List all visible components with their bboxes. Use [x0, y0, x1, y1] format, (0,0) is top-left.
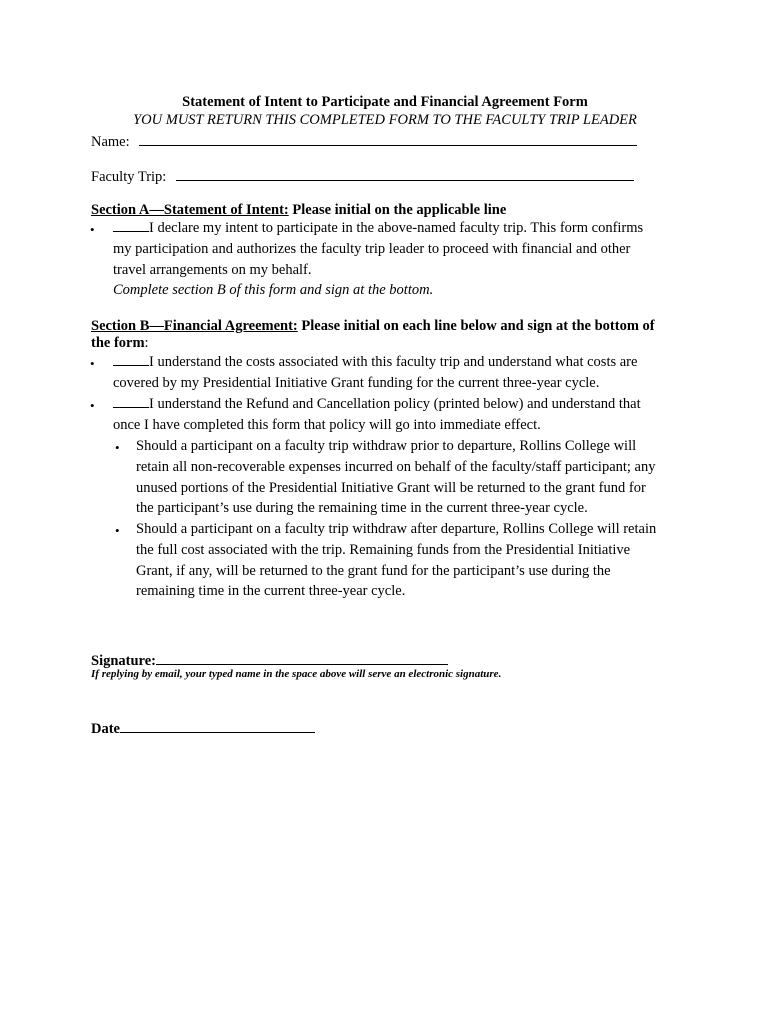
section-a-item — [113, 218, 643, 301]
policy-line: remaining time in the current three-year cycle. — [136, 583, 406, 600]
name-input-line[interactable] — [139, 131, 637, 146]
section-a-title: Section A—Statement of Intent: — [91, 202, 289, 218]
section-b-colon: : — [144, 335, 149, 351]
section-a-instruction: Please initial on the applicable line — [288, 202, 507, 218]
bullet-icon: • — [90, 222, 95, 237]
date-row — [91, 718, 315, 738]
faculty-trip-input-line[interactable] — [176, 166, 634, 181]
signature-note: If replying by email, your typed name in the space above will serve an electronic signature. — [91, 668, 502, 680]
date-input-line[interactable] — [120, 718, 315, 733]
policy-sub-item-1 — [136, 436, 656, 519]
section-b-item-line: I understand the Refund and Cancellation policy (printed below) and understand that — [149, 396, 641, 412]
section-b-item-line: covered by my Presidential Initiative Grant funding for the current three-year cycle. — [113, 374, 600, 391]
policy-line: unused portions of the Presidential Initiative Grant will be returned to the grant fund for — [136, 479, 646, 496]
section-b-item-2 — [113, 394, 641, 436]
section-a-item-line: my participation and authorizes the faculty trip leader to proceed with financial and other — [113, 240, 631, 257]
form-title: Statement of Intent to Participate and Financial Agreement Form — [182, 94, 588, 110]
section-b-heading — [91, 318, 655, 335]
signature-input-line[interactable] — [156, 650, 448, 665]
name-field-row — [91, 131, 637, 151]
section-b-item-line: I understand the costs associated with this faculty trip and understand what costs are — [149, 354, 638, 370]
initial-blank-b2[interactable] — [113, 394, 149, 408]
section-a-note: Complete section B of this form and sign at the bottom. — [113, 282, 434, 299]
section-a-heading — [91, 202, 506, 219]
section-b-instruction-2: the form — [91, 335, 145, 351]
initial-blank-b1[interactable] — [113, 352, 149, 366]
bullet-icon: • — [115, 523, 120, 538]
policy-line: the participant’s use during the remaining time in the current three-year cycle. — [136, 500, 588, 517]
initial-blank-a[interactable] — [113, 218, 149, 232]
form-subtitle: YOU MUST RETURN THIS COMPLETED FORM TO THE FACULTY TRIP LEADER — [133, 112, 637, 128]
policy-line: the full cost associated with the trip. Remaining funds from the Presidential Initiative — [136, 541, 631, 558]
section-a-item-line: I declare my intent to participate in the above-named faculty trip. This form confirms — [149, 220, 644, 236]
name-label: Name: — [91, 134, 130, 150]
faculty-trip-field-row — [91, 166, 634, 186]
date-label: Date — [91, 721, 120, 737]
section-b-item-1 — [113, 352, 637, 394]
policy-line: Should a participant on a faculty trip withdraw after departure, Rollins College will retain — [136, 521, 657, 537]
policy-line: retain all non-recoverable expenses incurred on behalf of the faculty/staff participant; any — [136, 458, 656, 475]
policy-line: Grant, if any, will be returned to the grant fund for the participant’s use during the — [136, 562, 611, 579]
bullet-icon: • — [90, 356, 95, 371]
faculty-trip-label: Faculty Trip: — [91, 169, 167, 185]
policy-sub-item-2 — [136, 519, 656, 602]
section-b-heading-cont — [91, 335, 149, 352]
signature-label: Signature: — [91, 653, 156, 669]
signature-row — [91, 650, 448, 670]
policy-line: Should a participant on a faculty trip withdraw prior to departure, Rollins College will — [136, 438, 637, 454]
section-b-title: Section B—Financial Agreement: — [91, 318, 298, 334]
bullet-icon: • — [115, 440, 120, 455]
bullet-icon: • — [90, 398, 95, 413]
section-a-item-line: travel arrangements on my behalf. — [113, 261, 312, 278]
section-b-instruction: Please initial on each line below and sign at the bottom of — [297, 318, 655, 334]
section-b-item-line: once I have completed this form that policy will go into immediate effect. — [113, 416, 541, 433]
